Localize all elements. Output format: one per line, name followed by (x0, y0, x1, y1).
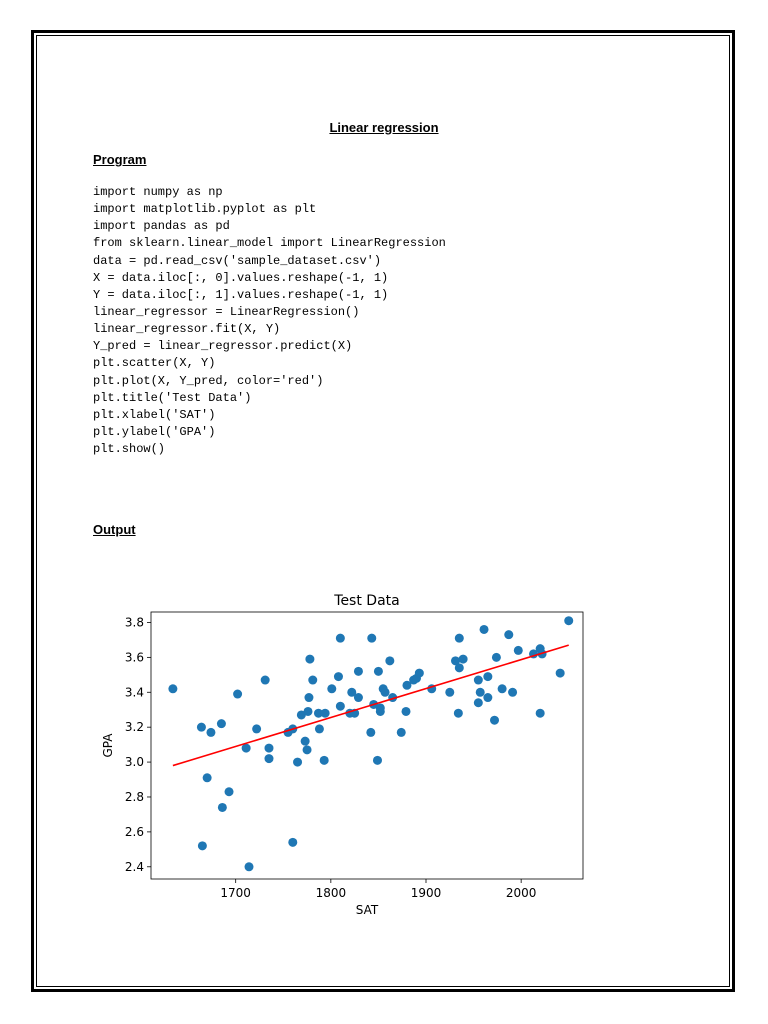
data-point (556, 669, 565, 678)
y-tick-label: 2.6 (124, 824, 144, 839)
data-point (476, 688, 485, 697)
code-line: linear_regressor.fit(X, Y) (93, 322, 281, 337)
x-tick-label: 1800 (315, 886, 347, 900)
y-tick-label: 2.8 (124, 789, 144, 804)
data-point (304, 693, 313, 702)
data-point (218, 803, 227, 812)
data-point (455, 634, 464, 643)
data-point (288, 838, 297, 847)
data-point (304, 707, 313, 716)
data-point (474, 676, 483, 685)
y-tick-label: 2.4 (124, 859, 144, 874)
data-point (217, 719, 226, 728)
data-point (336, 634, 345, 643)
data-point (536, 709, 545, 718)
data-point (445, 688, 454, 697)
data-point (474, 698, 483, 707)
x-tick-label: 1900 (410, 886, 442, 900)
data-point (308, 676, 317, 685)
data-point (293, 758, 302, 767)
data-point (225, 787, 234, 796)
data-point (305, 655, 314, 664)
data-point (492, 653, 501, 662)
data-point (367, 634, 376, 643)
data-point (168, 684, 177, 693)
code-line: X = data.iloc[:, 0].values.reshape(-1, 1) (93, 270, 389, 285)
data-point (490, 716, 499, 725)
data-point (514, 646, 523, 655)
y-tick-label: 3.6 (124, 650, 144, 665)
data-point (381, 688, 390, 697)
data-point (327, 684, 336, 693)
data-point (454, 709, 463, 718)
data-point (206, 728, 215, 737)
data-point (402, 707, 411, 716)
data-point (508, 688, 517, 697)
y-tick-label: 3.4 (124, 685, 144, 700)
data-point (245, 862, 254, 871)
scatter-chart (90, 585, 590, 925)
code-line: import pandas as pd (93, 219, 230, 234)
code-block (93, 184, 446, 458)
code-line: Y_pred = linear_regressor.predict(X) (93, 339, 353, 354)
data-point (366, 728, 375, 737)
data-point (455, 663, 464, 672)
data-point (203, 773, 212, 782)
data-point (264, 754, 273, 763)
data-point (498, 684, 507, 693)
data-point (301, 737, 310, 746)
code-line: data = pd.read_csv('sample_dataset.csv') (93, 253, 382, 268)
data-point (336, 702, 345, 711)
code-line: plt.ylabel('GPA') (93, 424, 216, 439)
data-point (374, 667, 383, 676)
y-tick-label: 3.8 (124, 615, 144, 630)
document-title: Linear regression (329, 120, 439, 135)
data-point (354, 667, 363, 676)
data-point (315, 724, 324, 733)
data-point (264, 744, 273, 753)
data-point (504, 630, 513, 639)
data-point (261, 676, 270, 685)
code-line: plt.scatter(X, Y) (93, 356, 216, 371)
data-point (303, 745, 312, 754)
code-line: import numpy as np (93, 185, 223, 199)
code-line: linear_regressor = LinearRegression() (93, 304, 360, 319)
x-tick-label: 1700 (220, 886, 251, 900)
x-axis-label: SAT (355, 903, 379, 917)
data-point (564, 616, 573, 625)
data-point (320, 756, 329, 765)
y-tick-label: 3.2 (124, 720, 144, 735)
code-line: plt.title('Test Data') (93, 390, 252, 405)
program-heading: Program (93, 152, 147, 167)
data-point (321, 709, 330, 718)
x-tick-label: 2000 (505, 886, 537, 900)
data-point (354, 693, 363, 702)
y-axis-label: GPA (101, 733, 115, 758)
data-point (480, 625, 489, 634)
data-point (334, 672, 343, 681)
data-point (483, 693, 492, 702)
code-line: plt.show() (93, 442, 166, 457)
code-line: plt.xlabel('SAT') (93, 407, 216, 422)
data-point (233, 690, 242, 699)
data-point (459, 655, 468, 664)
code-line: plt.plot(X, Y_pred, color='red') (93, 373, 324, 388)
data-point (373, 756, 382, 765)
chart-title: Test Data (334, 593, 400, 609)
code-line: import matplotlib.pyplot as plt (93, 202, 317, 217)
data-point (397, 728, 406, 737)
output-heading: Output (93, 522, 136, 537)
data-point (415, 669, 424, 678)
data-point (376, 703, 385, 712)
code-line: from sklearn.linear_model import LinearRegression (93, 236, 446, 251)
y-tick-label: 3.0 (124, 755, 144, 770)
code-line: Y = data.iloc[:, 1].values.reshape(-1, 1) (93, 287, 389, 302)
data-point (198, 841, 207, 850)
data-point (197, 723, 206, 732)
data-point (252, 724, 261, 733)
regression-line (173, 645, 569, 765)
data-point (385, 656, 394, 665)
data-point (483, 672, 492, 681)
